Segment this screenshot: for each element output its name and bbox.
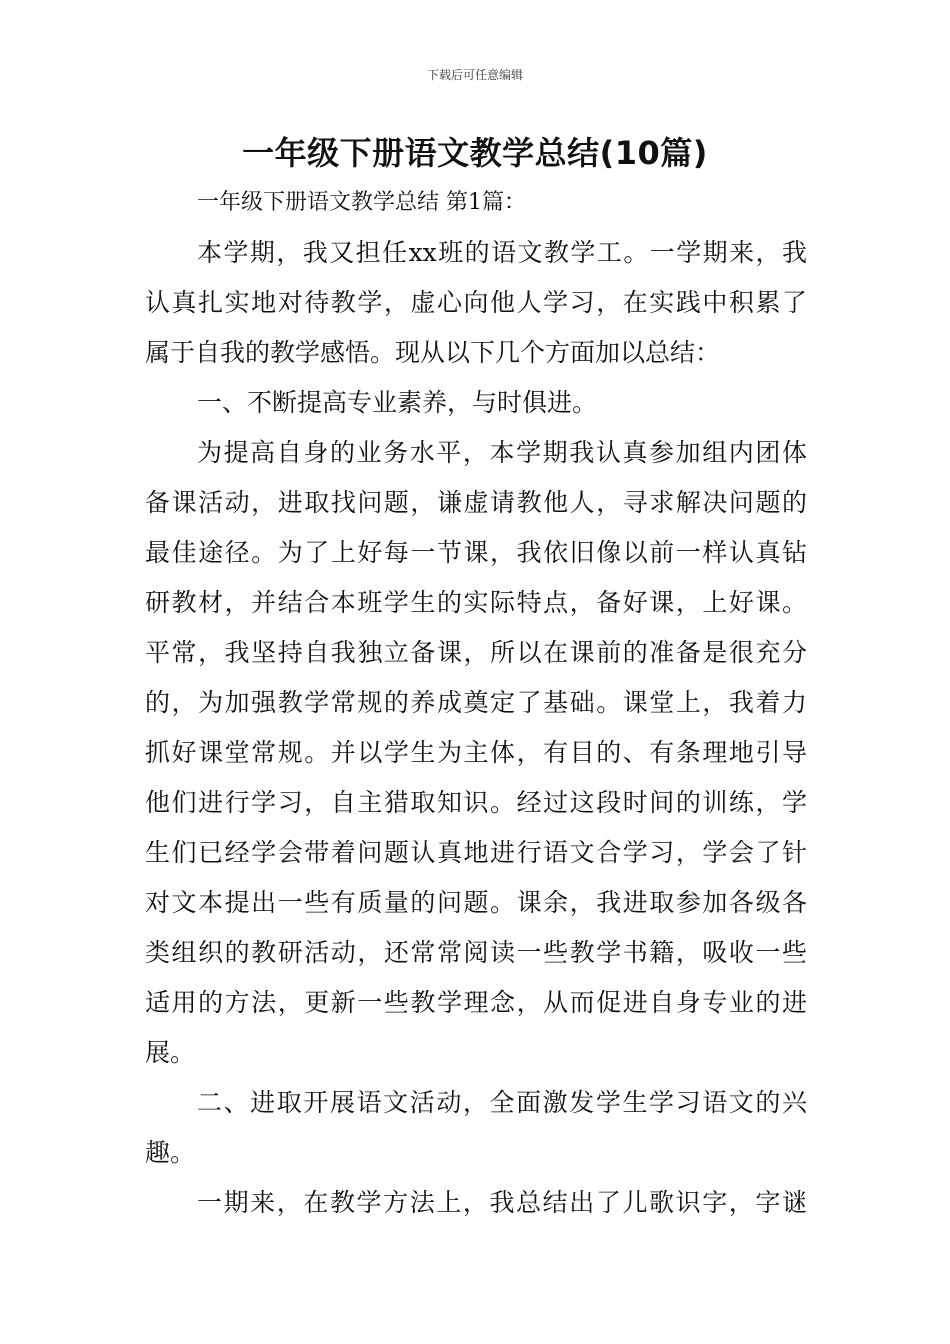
paragraph-line: 一期来，在教学方法上，我总结出了儿歌识字，字谜: [197, 1188, 807, 1217]
paragraph-line: 的，为加强教学常规的养成奠定了基础。课堂上，我着力: [145, 688, 807, 717]
section-heading: 一年级下册语文教学总结 第1篇：: [197, 190, 526, 215]
paragraph-line: 他们进行学习，自主猎取知识。经过这段时间的训练，学: [145, 788, 807, 817]
paragraph-line: 本学期，我又担任xx班的语文教学工。一学期来，我: [197, 238, 807, 267]
paragraph-line: 最佳途径。为了上好每一节课，我依旧像以前一样认真钻: [145, 538, 807, 567]
paragraph-line: 为提高自身的业务水平，本学期我认真参加组内团体: [197, 438, 807, 467]
paragraph-line: 适用的方法，更新一些教学理念，从而促进自身专业的进: [145, 988, 807, 1017]
section-heading: 一、不断提高专业素养，与时俱进。: [197, 388, 598, 417]
document-body: [145, 178, 807, 1228]
paragraph-line: 属于自我的教学感悟。现从以下几个方面加以总结：: [145, 338, 721, 367]
paragraph-line: 研教材，并结合本班学生的实际特点，备好课，上好课。: [145, 588, 807, 617]
paragraph-line: 展。: [145, 1038, 196, 1067]
document-title: 一年级下册语文教学总结(10篇): [242, 134, 708, 172]
section-heading: 趣。: [145, 1138, 196, 1167]
paragraph-line: 生们已经学会带着问题认真地进行语文合学习，学会了针: [145, 838, 807, 867]
paragraph-line: 类组织的教研活动，还常常阅读一些教学书籍，吸收一些: [145, 938, 807, 967]
paragraph-line: 抓好课堂常规。并以学生为主体，有目的、有条理地引导: [145, 738, 807, 767]
paragraph-line: 认真扎实地对待教学，虚心向他人学习，在实践中积累了: [145, 288, 807, 317]
paragraph-line: 平常，我坚持自我独立备课，所以在课前的准备是很充分: [145, 638, 807, 667]
paragraph-line: 对文本提出一些有质量的问题。课余，我进取参加各级各: [145, 888, 807, 917]
header-note: 下载后可任意编辑: [426, 68, 523, 82]
section-heading: 二、进取开展语文活动，全面激发学生学习语文的兴: [197, 1088, 807, 1117]
paragraph-line: 备课活动，进取找问题，谦虚请教他人，寻求解决问题的: [145, 488, 807, 517]
